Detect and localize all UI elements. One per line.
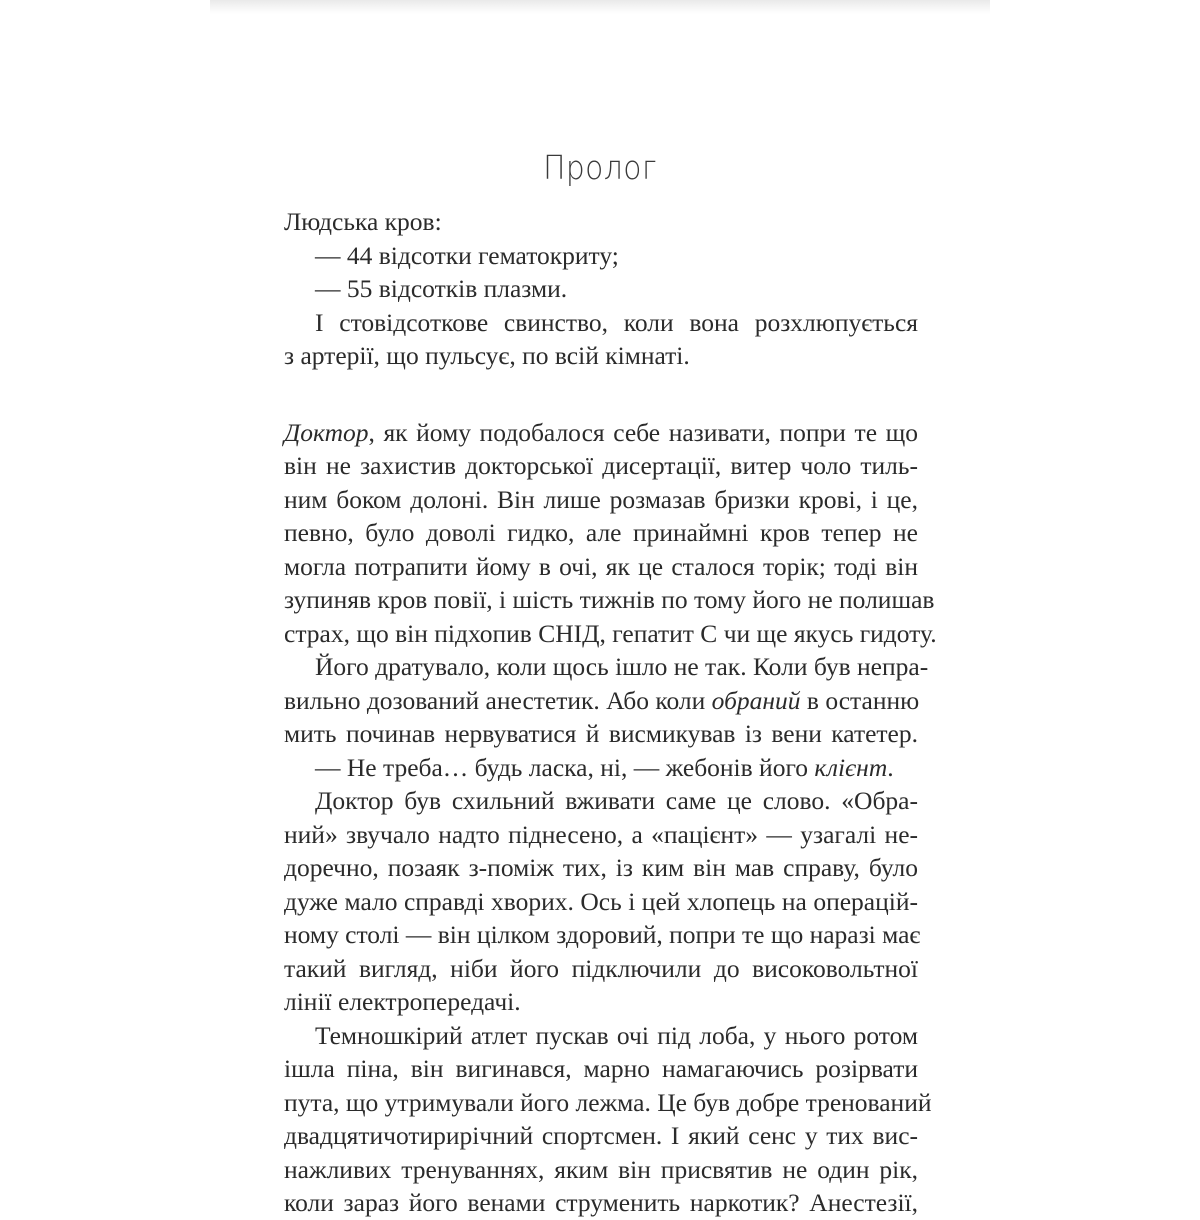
text-line: мить починав нервуватися й висмикував із вени катетер.	[284, 719, 918, 748]
body-text	[284, 205, 937, 1220]
text-line: ний» звучало надто піднесено, а «пацієнт» — узагалі не-	[284, 819, 918, 849]
text-line: ному столі — він цілком здоровий, попри те що наразі має	[284, 920, 921, 949]
text-line: з артерії, що пульсує, по всій кімнаті.	[284, 341, 690, 370]
text-fragment: — Не треба… будь ласка, ні, — жебонів його	[315, 752, 815, 782]
italic-word: клієнт	[814, 752, 888, 782]
text-line: Людська кров:	[284, 207, 442, 236]
text-line	[284, 684, 918, 718]
text-line: лінії електропередачі.	[284, 987, 521, 1016]
italic-word: Доктор	[284, 417, 369, 447]
text-fragment: в останню	[800, 685, 920, 715]
text-line: він не захистив докторської дисертації, витер чоло тиль-	[284, 451, 918, 480]
text-line: Темношкірий атлет пускав очі під лоба, у нього ротом	[315, 1020, 918, 1050]
text-fragment: вильно дозований анестетик. Або коли	[284, 685, 712, 715]
text-line: ним боком долоні. Він лише розмазав бризки крові, і це,	[284, 484, 918, 514]
page-top-shadow	[210, 0, 990, 14]
text-line: — 55 відсотків плазми.	[315, 274, 568, 303]
text-line: зупиняв кров повії, і шість тижнів по тому його не полишав	[284, 585, 935, 614]
text-fragment: .	[887, 752, 894, 782]
text-line: двадцятичотирирічний спортсмен. І який сенс у тих вис-	[284, 1121, 918, 1150]
text-line: доречно, позаяк з-поміж тих, із ким він мав справу, було	[284, 853, 918, 882]
text-line: І стовідсоткове свинство, коли вона розхлюпується	[315, 307, 918, 337]
text-line: Його дратувало, коли щось ішло не так. Коли був непра-	[315, 652, 929, 681]
text-line: нажливих тренуваннях, яким він присвятив не один рік,	[284, 1154, 918, 1184]
text-line: — 44 відсотки гематокриту;	[315, 240, 619, 270]
text-fragment: , як йому подобалося себе називати, попри те що	[368, 417, 918, 447]
text-line	[284, 751, 918, 785]
text-line: Доктор був схильний вживати саме це слово. «Обра-	[315, 786, 918, 815]
text-line: страх, що він підхопив СНІД, гепатит С чи ще якусь гидоту.	[284, 618, 937, 648]
text-line: могла потрапити йому в очі, як це сталося торік; тоді він	[284, 551, 918, 581]
text-line	[284, 416, 918, 450]
text-line: такий вигляд, ніби його підключили до високовольтної	[284, 953, 918, 983]
text-line: дуже мало справді хворих. Ось і цей хлопець на операцій-	[284, 886, 918, 916]
text-line: коли зараз його венами струменить наркотик? Анестезії,	[284, 1188, 918, 1217]
text-line: ішла піна, він вигинався, марно намагаючись розірвати	[284, 1054, 918, 1083]
italic-word: обраний	[711, 685, 801, 715]
text-line: пута, що утримували його лежма. Це був добре тренований	[284, 1087, 932, 1117]
text-line: певно, було доволі гидко, але принаймні кров тепер не	[284, 518, 918, 547]
section-break	[284, 373, 918, 416]
chapter-title: Пролог	[543, 148, 657, 187]
